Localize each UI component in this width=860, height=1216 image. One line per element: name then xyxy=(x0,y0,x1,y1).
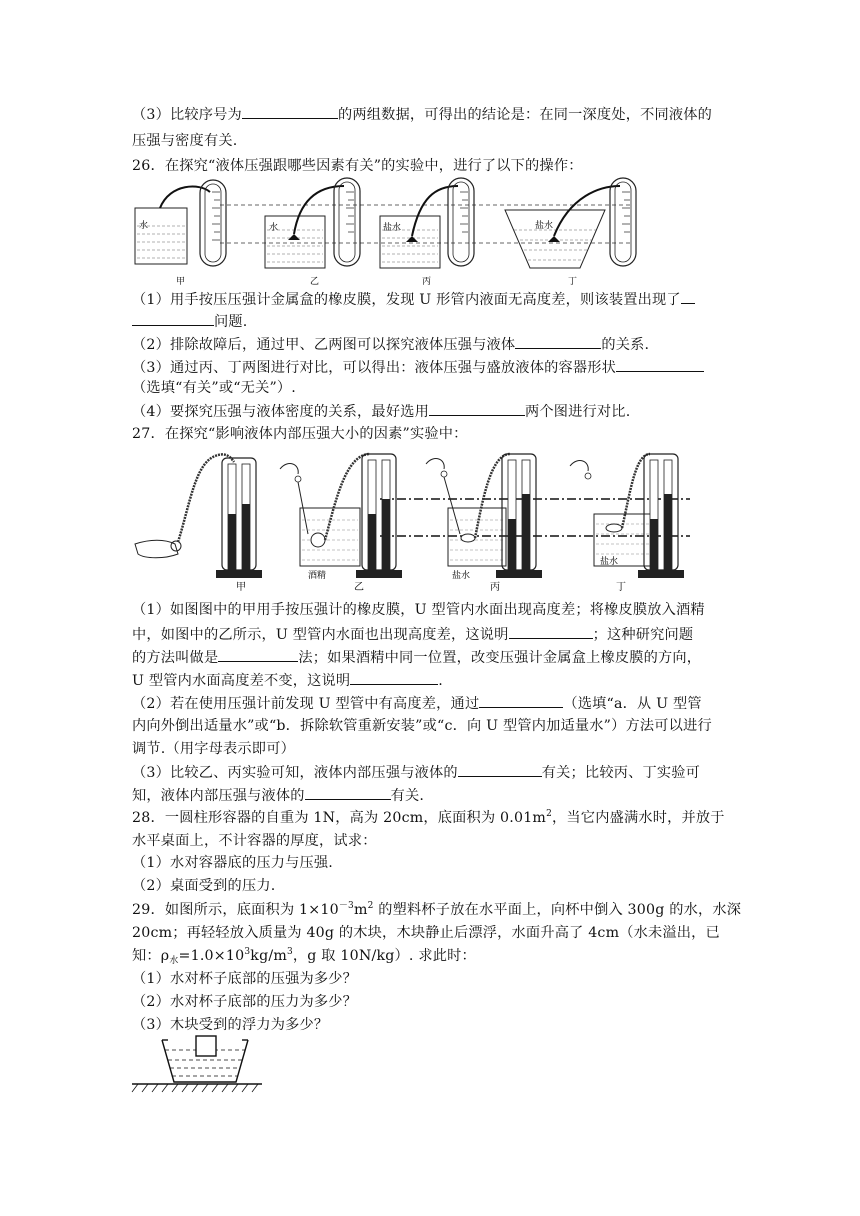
q27-part1-line4: U 型管内水面高度差不变，这说明 . xyxy=(132,670,443,691)
answer-blank[interactable] xyxy=(458,762,542,777)
q26-fig-jia xyxy=(135,180,226,287)
q26-fig-label: 甲 xyxy=(176,277,186,287)
q25-part3-line1: （3）比较序号为 的两组数据，可得出的结论是：在同一深度处，不同液体的 xyxy=(132,104,712,125)
answer-blank[interactable] xyxy=(616,357,704,372)
q27-figure xyxy=(130,444,720,594)
svg-text:丙: 丙 xyxy=(490,582,500,593)
svg-text:丁: 丁 xyxy=(568,277,578,287)
q27-part2-line1: （2）若在使用压强计前发现 U 型管中有高度差，通过 （选填“a．从 U 型管 xyxy=(132,693,702,714)
q26-part3-line1: （3）通过丙、丁两图进行对比，可以得出：液体压强与盛放液体的容器形状 xyxy=(132,357,704,378)
svg-text:盐水: 盐水 xyxy=(452,571,471,581)
q28-line3: （1）水对容器底的压力与压强. xyxy=(132,855,333,871)
q27-stem: 27．在探究“影响液体内部压强大小的因素”实验中： xyxy=(132,426,468,442)
q27-fig-yi xyxy=(280,454,402,593)
q27-fig-bing xyxy=(426,454,542,593)
q26-stem: 26．在探究“液体压强跟哪些因素有关”的实验中，进行了以下的操作： xyxy=(132,158,583,174)
q26-fig-yi xyxy=(265,178,360,287)
q29-line5: （2）水对杯子底部的压力为多少？ xyxy=(132,994,358,1010)
q26-figure xyxy=(130,178,730,288)
q26-part2: （2）排除故障后，通过甲、乙两图可以探究液体压强与液体 的关系. xyxy=(132,334,649,355)
answer-blank[interactable] xyxy=(509,624,593,639)
answer-blank[interactable] xyxy=(479,693,563,708)
q26-fig-bing xyxy=(380,178,474,287)
q27-part2-line2: 内向外倒出适量水”或“b．拆除软管重新安装”或“c．向 U 型管内加适量水”）方法可以进行 xyxy=(132,718,712,734)
q26-liquid-label: 水 xyxy=(139,221,149,231)
q29-line6: （3）木块受到的浮力为多少？ xyxy=(132,1017,329,1033)
q26-part1-line1: （1）用手按压压强计金属盒的橡皮膜，发现 U 形管内液面无高度差，则该装置出现了 xyxy=(132,289,695,310)
answer-blank[interactable] xyxy=(429,401,525,416)
q27-liquid-label: 酒精 xyxy=(308,571,327,581)
answer-blank[interactable] xyxy=(132,311,214,326)
q27-part3-line1: （3）比较乙、丙实验可知，液体内部压强与液体的 有关；比较丙、丁实验可 xyxy=(132,762,700,783)
q29-line3: 知：$\rho_水=1.0\times 10^3kg/m^3$，g 取 10N/kg）. 求此时： xyxy=(132,947,476,966)
answer-blank[interactable] xyxy=(350,670,438,685)
svg-text:乙: 乙 xyxy=(354,582,364,593)
q28-line1: 28．一圆柱形容器的自重为 1N，高为 20cm，底面积为 $0.01m^2$，当它内盛满水时，并放于 xyxy=(132,809,725,826)
q25-part3-line2: 压强与密度有关. xyxy=(132,133,238,149)
answer-blank[interactable] xyxy=(305,785,391,800)
answer-blank[interactable] xyxy=(218,647,298,662)
svg-text:丁: 丁 xyxy=(616,582,626,593)
q28-line4: （2）桌面受到的压力. xyxy=(132,878,276,894)
svg-text:乙: 乙 xyxy=(310,277,320,287)
answer-blank[interactable] xyxy=(515,334,601,349)
q29-line1: 29．如图所示，底面积为 $1\times 10^{-3}m^2$ 的塑料杯子放在水平面上，向杯中倒入 300g 的水，水深 xyxy=(132,901,742,918)
q26-part4: （4）要探究压强与液体密度的关系，最好选用 两个图进行对比. xyxy=(132,401,630,422)
svg-text:盐水: 盐水 xyxy=(600,557,619,567)
q27-part2-line3: 调节.（用字母表示即可） xyxy=(132,741,295,757)
q26-part3-line2: （选填“有关”或“无关”）. xyxy=(132,380,297,396)
answer-blank[interactable] xyxy=(242,104,338,119)
q27-part3-line2: 知，液体内部压强与液体的 有关. xyxy=(132,785,424,806)
answer-blank[interactable] xyxy=(681,289,695,304)
q29-line2: 20cm；再轻轻放入质量为 40g 的木块，木块静止后漂浮，水面升高了 4cm（水未溢出，已 xyxy=(132,925,720,941)
q27-part1-line2: 中，如图中的乙所示，U 型管内水面也出现高度差，这说明 ；这种研究问题 xyxy=(132,624,693,645)
svg-text:盐水: 盐水 xyxy=(383,223,402,233)
q27-fig-ding xyxy=(570,454,684,593)
q28-line2: 水平桌面上，不计容器的厚度，试求： xyxy=(132,833,377,849)
q26-part1-line2: 问题. xyxy=(132,311,248,332)
q29-line4: （1）水对杯子底部的压强为多少？ xyxy=(132,971,358,987)
q26-fig-ding xyxy=(505,178,636,287)
svg-text:水: 水 xyxy=(269,223,279,233)
q27-fig-label: 甲 xyxy=(236,582,246,593)
svg-text:盐水: 盐水 xyxy=(535,221,554,231)
svg-text:丙: 丙 xyxy=(422,277,432,287)
q27-part1-line1: （1）如图图中的甲用手按压强计的橡皮膜，U 型管内水面出现高度差；将橡皮膜放入酒精 xyxy=(132,602,705,618)
q29-cup-figure xyxy=(132,1030,262,1100)
q27-part1-line3: 的方法叫做是 法；如果酒精中同一位置，改变压强计金属盒上橡皮膜的方向， xyxy=(132,647,701,668)
q27-fig-jia xyxy=(135,454,262,593)
